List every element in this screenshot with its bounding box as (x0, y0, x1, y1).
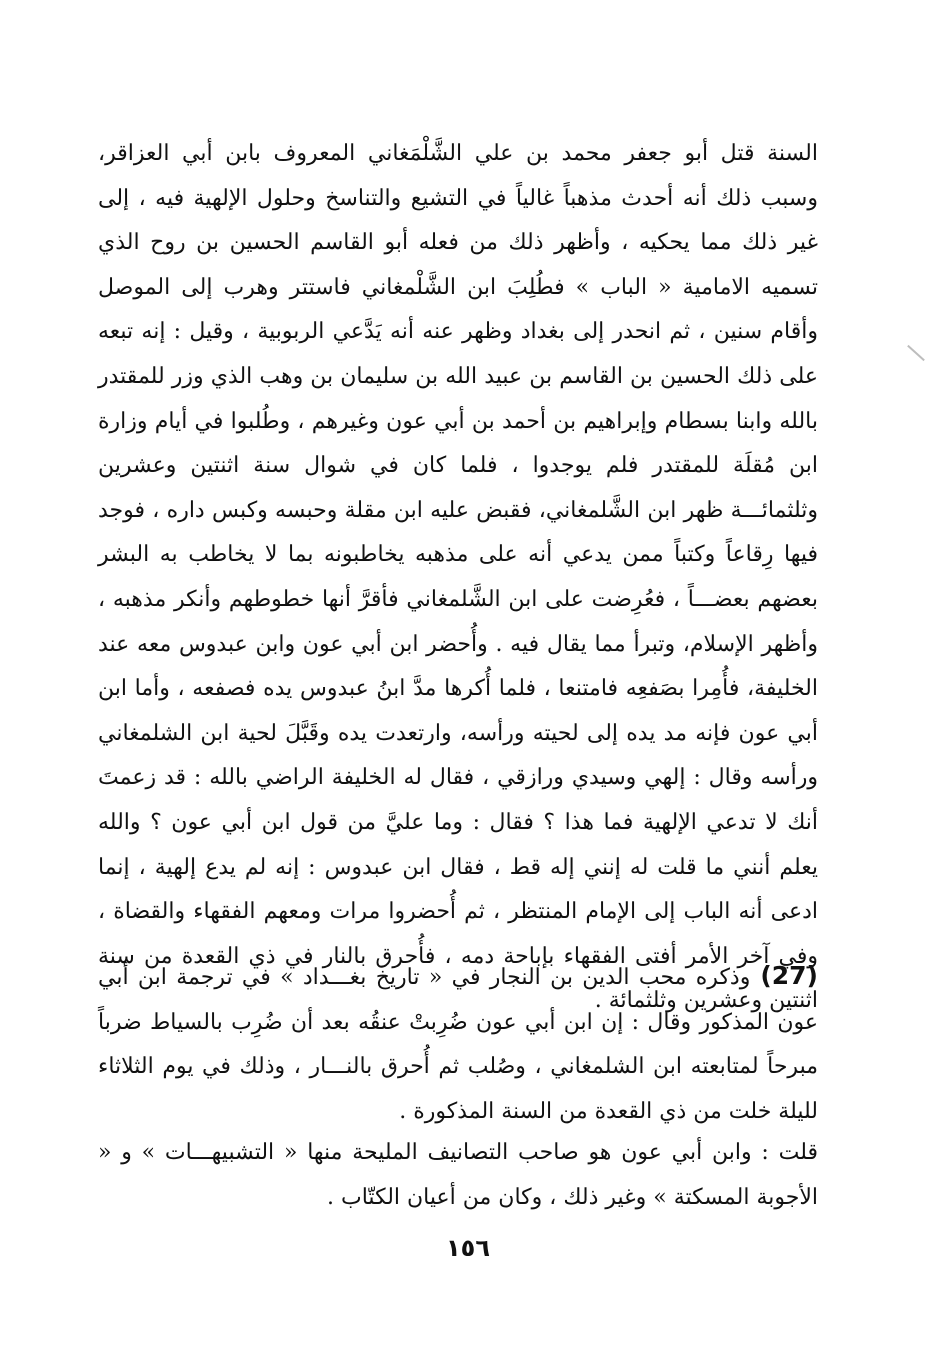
footnote-paragraph (98, 954, 818, 1134)
closing-paragraph: قلت : وابن أبي عون هو صاحب التصانيف المليحة منها « التشبيهـــات » و « الأجوبة المسكتة » وغير ذلك ، وكان من أعيان الكتّاب . (98, 1140, 818, 1210)
footnote-text: وذكره محب الدين بن النجار في « تاريخ بغـــداد » في ترجمة ابن أبي عون المذكور وقال : إن ابن أبي عون ضُرِبتْ عنقُه بعد أن ضُرِب بالسياط ضرباً مبرحاً لمتابعته ابن الشلمغاني ، وصُلب ثم أُحرق بالنـــار ، وذلك في يوم الثلاثاء لليلة خلت من ذي القعدة من السنة المذكورة . (98, 965, 818, 1124)
footnote-number: (27) (760, 961, 818, 990)
margin-scan-mark (907, 345, 925, 361)
main-paragraph: السنة قتل أبو جعفر محمد بن علي الشَّلْمَغاني المعروف بابن أبي العزاقر، وسبب ذلك أنه أحدث مذهباً غالياً في التشيع والتناسخ وحلول الإلهية فيه ، إلى غير ذلك مما يحكيه ، وأظهر ذلك من فعله أبو القاسم الحسين بن روح الذي تسميه الامامية « الباب » فطُلِبَ ابن الشَّلْمغاني فاستتر وهرب إلى الموصل وأقام سنين ، ثم انحدر إلى بغداد وظهر عنه أنه يَدَّعي الربوبية ، وقيل : إنه تبعه على ذلك الحسين بن القاسم بن عبيد الله بن سليمان بن وهب الذي وزر للمقتدر بالله وابنا بسطام وإبراهيم بن أحمد بن أبي عون وغيرهم ، وطُلبوا في أيام وزارة ابن مُقلَة للمقتدر فلم يوجدوا ، فلما كان في شوال سنة اثنتين وعشرين وثلثمائـــة ظهر ابن الشَّلمغاني، فقبض عليه ابن مقلة وحبسه وكبس داره ، فوجد فيها رِقاعاً وكتباً ممن يدعي أنه على مذهبه يخاطبونه بما لا يخاطب به البشر بعضهم بعضـــاً ، فعُرِضت على ابن الشَّلمغاني فأقرَّ أنها خطوطهم وأنكر مذهبه ، وأظهر الإسلام، وتبرأ مما يقال فيه . وأُحضر ابن أبي عون وابن عبدوس معه عند الخليفة، فأُمِرا بصَفعِه فامتنعا ، فلما أُكرها مدَّ ابنُ عبدوس يده فصفعه ، وأما ابن أبي عون فإنه مد يده إلى لحيته ورأسه، وارتعدت يده وقَبَّلَ لحية ابن الشلمغاني ورأسه وقال : إلهي وسيدي ورازقي ، فقال له الخليفة الراضي بالله : قد زعمتَ أنك لا تدعي الإلهية فما هذا ؟ فقال : وما عليَّ من قول ابن أبي عون ؟ والله يعلم أنني ما قلت له إنني إله قط ، فقال ابن عبدوس : إنه لم يدع إلهية ، إنما ادعى أنه الباب إلى الإمام المنتظر ، ثم أُحضروا مرات ومعهم الفقهاء والقضاة ، وفي آخر الأمر أفتى الفقهاء بإباحة دمه ، فأُحرق بالنار في ذي القعدة من سنة اثنتين وعشرين وثلثمائة . (98, 141, 818, 1014)
page-number: ١٥٦ (446, 1234, 490, 1262)
